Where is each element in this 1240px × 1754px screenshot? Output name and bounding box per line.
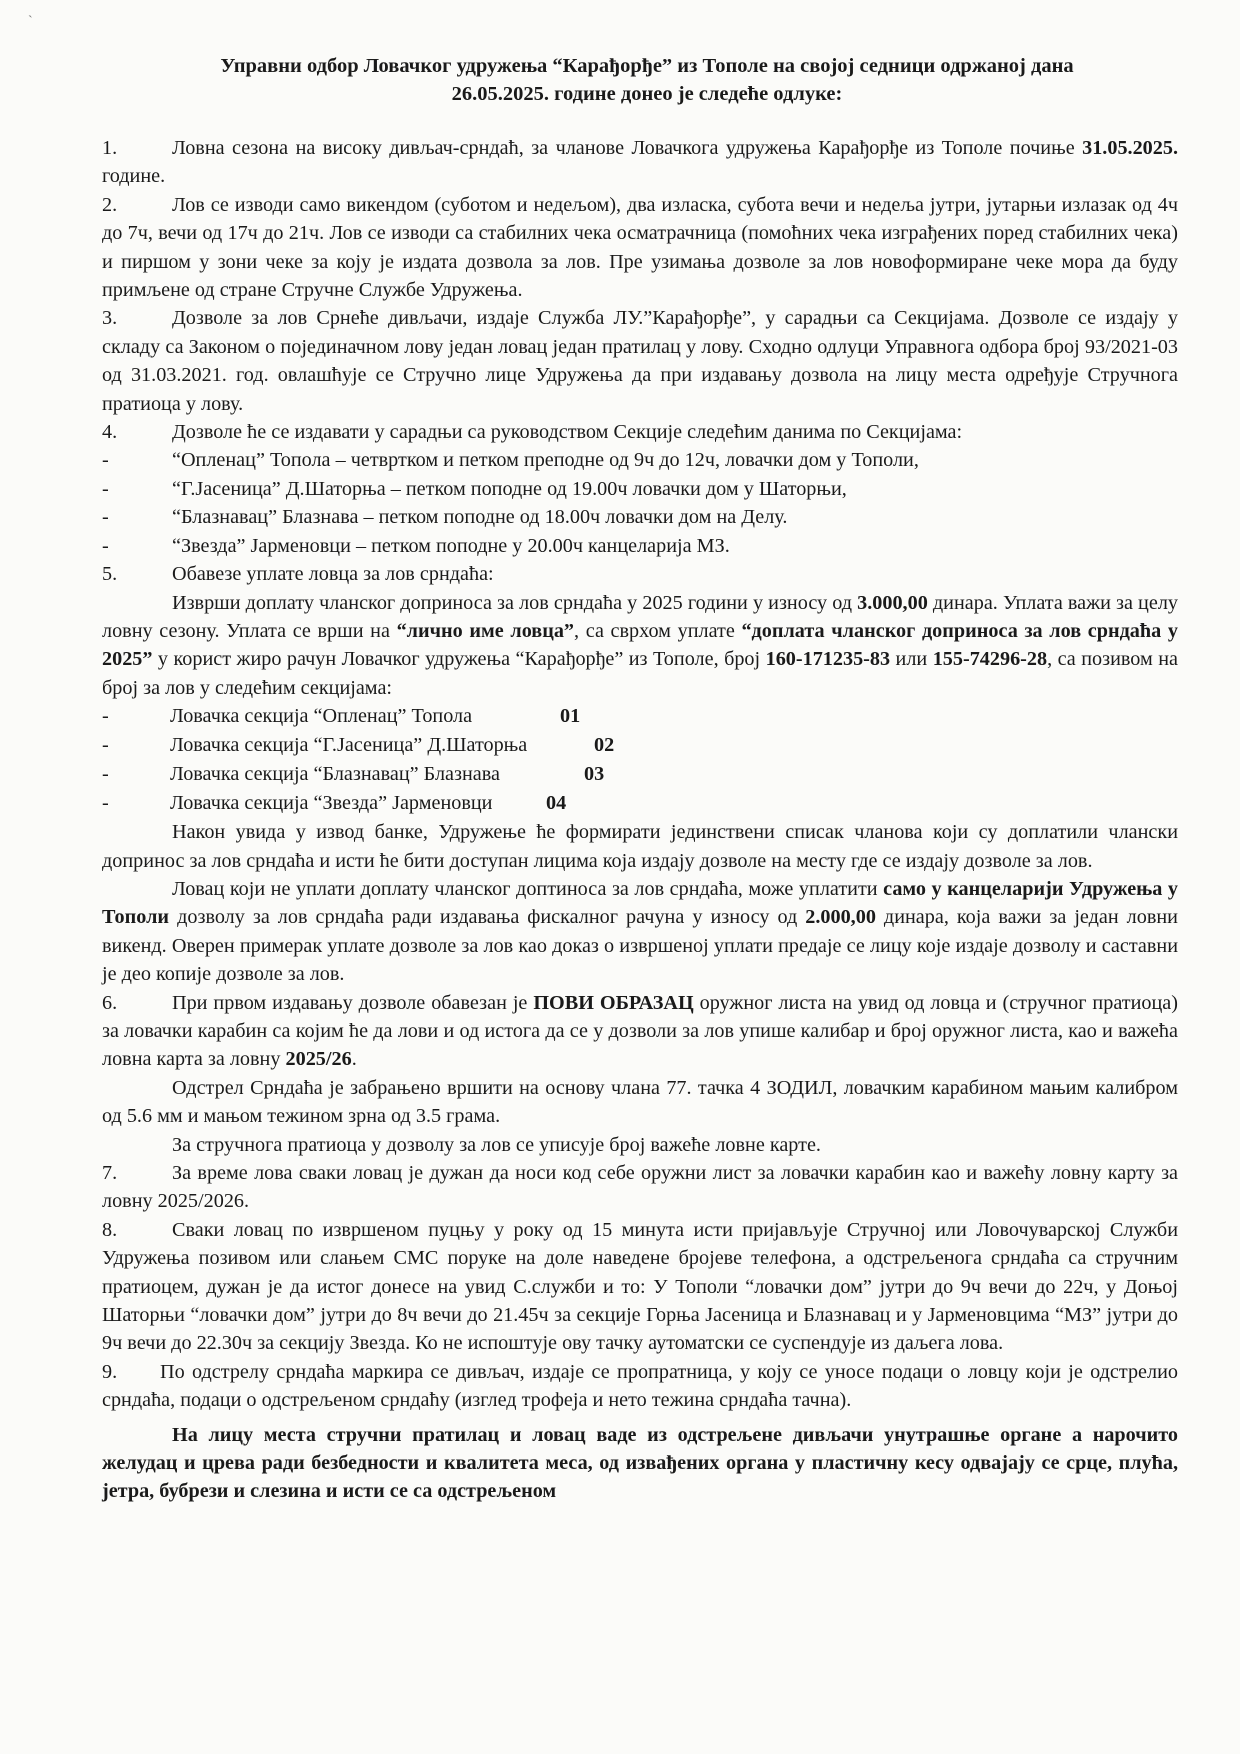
decision-item-7 bbox=[102, 1159, 1178, 1216]
item-text: Сваки ловац по извршеном пуцњу у року од 15 минута исти пријављује Стручној или Ловочуварској Служби Удружења позивом или слањем СМС поруке на доле наведене бројеве телефона, а одстрељенога срндаћа са стручним пратиоцем, дужан је да истог донесе на увид С.служби и то: У Тополи “ловачки дом” јутри до 9ч вечи до 22ч, у Доњој Шаторњи “ловачки дом” јутри до 8ч вечи до 21.45ч за секције Горња Јасеница и Блазнавац и у Јарменовцима “МЗ” јутри до 9ч вечи до 22.30ч за секцију Звезда. Ко не испоштује ову тачку аутоматски се суспендује из даљега лова. bbox=[102, 1218, 1178, 1355]
office-only-bold: само у канцеларији Удружења у Тополи bbox=[102, 877, 1178, 929]
schedule-text: “Опленац” Топола – четвртком и петком преподне од 9ч до 12ч, ловачки дом у Тополи, bbox=[172, 449, 919, 472]
item-number: 6. bbox=[102, 991, 118, 1014]
section-name: Ловачка секција “Опленац” Топола bbox=[170, 705, 473, 728]
item-number: 4. bbox=[102, 421, 118, 444]
item-text: , са сврхом уплате bbox=[574, 619, 742, 642]
list-dash: - bbox=[102, 534, 109, 557]
final-bold-text: На лицу места стручни пратилац и ловац ваде из одстрељене дивљачи унутрашње органе а нарочито желудац и црева ради безбедности и квалитета меса, од извађених органа у пластичну кесу одвајају се срце, плућа, јетра, бубрези и слезина и исти се са одстрељеном bbox=[102, 1423, 1178, 1503]
item-text: Изврши доплату чланског доприноса за лов срндаћа у 2025 години у износу од bbox=[172, 591, 858, 614]
section-code: 03 bbox=[584, 763, 605, 786]
item-text: динара. Уплата важи за целу ловну сезону. Уплата се врши на bbox=[102, 591, 1178, 642]
item-heading: Обавезе уплате ловца за лов срндаћа: bbox=[172, 563, 494, 586]
list-dash: - bbox=[102, 763, 109, 786]
list-dash: - bbox=[102, 705, 109, 728]
payment-paragraph bbox=[102, 589, 1178, 703]
decision-item-8 bbox=[102, 1216, 1178, 1358]
amount-bold: 3.000,00 bbox=[857, 591, 928, 614]
payment-purpose-bold: “доплата чланског доприноса за лов срндаћа у 2025” bbox=[102, 619, 1178, 671]
item-text: Дозволе ће се издавати у сарадњи са руководством Секције следећим данима по Секцијама: bbox=[172, 421, 963, 444]
section-code: 04 bbox=[546, 792, 567, 815]
item-number: 5. bbox=[102, 563, 118, 586]
decision-item-2 bbox=[102, 191, 1178, 305]
decision-item-1 bbox=[102, 134, 1178, 191]
item-number: 1. bbox=[102, 137, 118, 159]
bank-statement-paragraph: Након увида у извод банке, Удружење ће формирати јединствени списак чланова који су доплатили члански допринос за лов срндаћа и исти ће бити доступан лицима која издају дозволе на месту где се издају дозволе за лов. bbox=[102, 821, 1178, 872]
decision-item-3 bbox=[102, 304, 1178, 418]
section-name: Ловачка секција “Блазнавац” Блазнава bbox=[170, 763, 500, 786]
decision-item-6 bbox=[102, 989, 1178, 1074]
item-number: 8. bbox=[102, 1218, 118, 1241]
account-number-1: 160-171235-83 bbox=[765, 648, 891, 671]
list-dash: - bbox=[102, 449, 109, 472]
title-line-2: 26.05.2025. године донео је следеће одлуке: bbox=[451, 83, 843, 105]
item-text: Дозволе за лов Срнеће дивљачи, издаје Служба ЛУ.”Карађорђе”, у сарадњи са Секцијама. Дозволе се издају у складу са Законом о појединачном лову један ловац један пратилац у лову. Сходно одлуци Управнога одбора број 93/2021-03 од 31.03.2021. год. овлашћује се Стручно лице Удружења да при издавању дозвола на лицу места одређује Стручнога пратиоца у лову. bbox=[102, 307, 1178, 415]
schedule-line-zvezda bbox=[102, 532, 1178, 560]
payer-name-bold: “лично име ловца” bbox=[396, 619, 575, 642]
schedule-line-oplenac bbox=[102, 446, 1178, 474]
item-text: дозволу за лов срндаћа ради издавања фискалног рачуна у износу од bbox=[169, 906, 806, 929]
schedule-line-blaznavac bbox=[102, 503, 1178, 531]
schedule-text: “Г.Јасеница” Д.Шаторња – петком поподне од 19.00ч ловачки дом у Шаторњи, bbox=[172, 477, 847, 500]
item-number: 9. bbox=[102, 1360, 118, 1383]
item-text: По одстрелу срндаћа маркира се дивљач, издаје се пропратница, у коју се уносе подаци о ловцу који је одстрелио срндаћа, подаци о одстрељеном срндаћу (изглед трофеја и нето тежина срндаћа тачна). bbox=[102, 1360, 1178, 1412]
list-dash: - bbox=[102, 506, 109, 529]
section-code: 01 bbox=[560, 705, 581, 728]
section-code-row bbox=[102, 702, 1178, 731]
new-form-bold: ПОВИ ОБРАЗАЦ bbox=[533, 991, 694, 1014]
item-number: 2. bbox=[102, 193, 118, 216]
item-text: оружног листа на увид од ловца и (стручног пратиоца) за ловачки карабин са којим ће да лови и од истога да се у дозволи за лов упише калибар и број оружног листа, као и важећа ловна карта за ловну bbox=[102, 991, 1178, 1071]
companion-license-paragraph: За стручнога пратиоца у дозволу за лов се уписује број важеће ловне карте. bbox=[172, 1133, 821, 1156]
item-text: године. bbox=[102, 165, 166, 188]
decision-item-4 bbox=[102, 418, 1178, 446]
decision-item-5 bbox=[102, 560, 1178, 588]
title-line-1: Управни одбор Ловачког удружења “Карађорђе” из Тополе на својој седници одржаној дана bbox=[220, 55, 1074, 77]
document-title bbox=[116, 52, 1178, 108]
schedule-line-jasenica bbox=[102, 475, 1178, 503]
unpaid-hunter-paragraph bbox=[102, 875, 1178, 989]
item-text: или bbox=[890, 648, 933, 671]
account-number-2: 155-74296-28 bbox=[932, 648, 1048, 671]
caliber-rule-paragraph: Одстрел Срндаћа је забрањено вршити на основу члана 77. тачка 4 ЗОДИЛ, ловачким карабином мањим калибром од 5.6 мм и мањом тежином зрна од 3.5 грама. bbox=[102, 1076, 1178, 1128]
section-code-row bbox=[102, 731, 1178, 760]
list-dash: - bbox=[102, 734, 109, 757]
hunting-year-bold: 2025/26 bbox=[285, 1048, 352, 1071]
item-text: у корист жиро рачун Ловачког удружења “Карађорђе” из Тополе, број bbox=[152, 648, 766, 671]
season-start-date: 31.05.2025. bbox=[1082, 137, 1178, 159]
section-code-row bbox=[102, 760, 1178, 789]
item-number: 7. bbox=[102, 1162, 118, 1184]
section-name: Ловачка секција “Звезда” Јарменовци bbox=[170, 792, 493, 815]
section-code-row bbox=[102, 789, 1178, 818]
permit-amount-bold: 2.000,00 bbox=[805, 906, 876, 929]
item-text: За време лова сваки ловац је дужан да носи код себе оружни лист за ловачки карабин као и важећу ловну карту за ловну 2025/2026. bbox=[102, 1162, 1178, 1213]
schedule-text: “Блазнавац” Блазнава – петком поподне од 18.00ч ловачки дом на Делу. bbox=[172, 506, 788, 529]
item-text: , са позивом на број за лов у следећим секцијама: bbox=[102, 648, 1179, 699]
list-dash: - bbox=[102, 792, 109, 815]
schedule-text: “Звезда” Јарменовци – петком поподне у 20.00ч канцеларија МЗ. bbox=[172, 534, 730, 557]
section-name: Ловачка секција “Г.Јасеница” Д.Шаторња bbox=[170, 734, 528, 757]
list-dash: - bbox=[102, 477, 109, 500]
item-number: 3. bbox=[102, 307, 118, 330]
final-bold-paragraph bbox=[102, 1421, 1178, 1506]
item-text: . bbox=[351, 1048, 357, 1071]
section-code: 02 bbox=[594, 734, 615, 757]
item-text: Лов се изводи само викендом (суботом и недељом), два изласка, субота вечи и недеља јутри, јутарњи излазак од 4ч до 7ч, вечи од 17ч до 21ч. Лов се изводи са стабилних чека осматрачница (помоћних чека изграђених поред стабилних чека) и пиршом у зони чеке за коју је издата дозвола за лов. Пре узимања дозволе за лов новоформиране чеке мора да буду примљене од стране Стручне Службе Удружења. bbox=[102, 193, 1178, 302]
item-text: Ловна сезона на високу дивљач-срндаћ, за чланове Ловачкога удружења Карађорђе из Тополе почиње bbox=[172, 137, 1083, 159]
item-text: Ловац који не уплати доплату чланског доптиноса за лов срндаћа, може уплатити bbox=[172, 877, 884, 900]
item-text: динара, која важи за један ловни викенд. Оверен примерак уплате дозволе за лов као доказ о извршеној уплати предаје се лицу које издаје дозволу и саставни је део копије дозволе за лов. bbox=[102, 906, 1178, 986]
decision-item-9 bbox=[102, 1358, 1178, 1415]
item-text: При првом издавању дозволе обавезан је bbox=[172, 991, 534, 1014]
scan-speck-mark: ˋ bbox=[28, 14, 33, 29]
